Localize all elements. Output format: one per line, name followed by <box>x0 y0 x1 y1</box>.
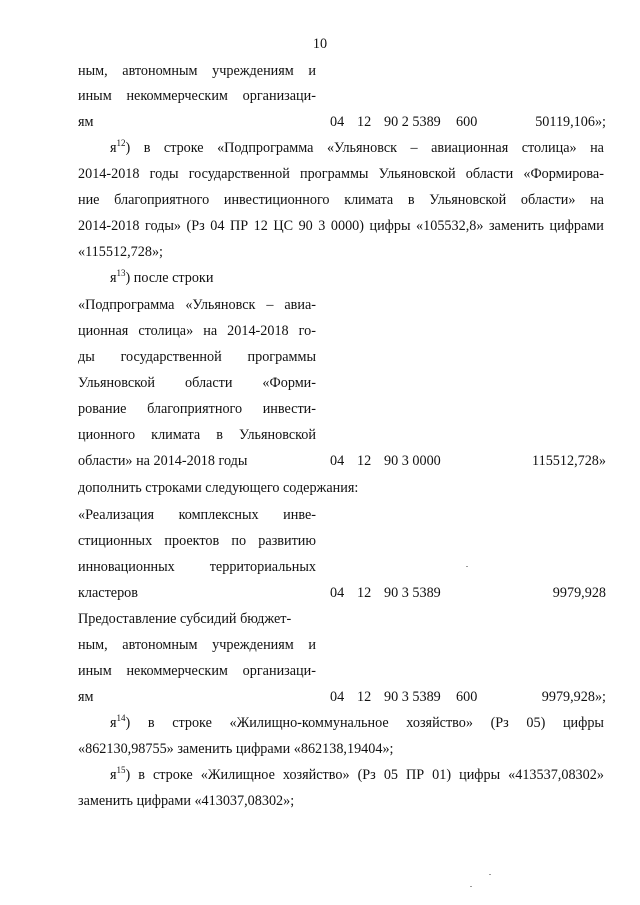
word: Ульяновской <box>78 375 155 391</box>
word: 05 <box>383 767 398 783</box>
amount: 9979,928 <box>552 585 606 601</box>
word: цифрами <box>549 218 604 234</box>
word: иным <box>78 663 112 679</box>
word: в <box>147 715 155 731</box>
subsection-code: 12 <box>357 585 372 601</box>
expense-type-code: 600 <box>456 114 478 130</box>
word: строке <box>163 140 204 156</box>
word: ЦС <box>273 218 294 234</box>
paragraph-line <box>78 138 604 156</box>
word: ционная <box>78 323 129 339</box>
word: территориальных <box>209 559 316 575</box>
word: авиационная <box>431 140 509 156</box>
word: рование <box>78 401 127 417</box>
word: «Жилищное <box>200 767 275 783</box>
word: в <box>138 767 145 783</box>
word: цифры <box>459 767 501 783</box>
row-description-line <box>78 89 316 103</box>
word: цифры <box>369 218 411 234</box>
word: на <box>590 140 604 156</box>
row-description-line <box>78 350 316 364</box>
paragraph-marker: $я^{14}$) <box>110 713 131 731</box>
word: в <box>216 427 223 443</box>
word: «105532,8» <box>416 218 484 234</box>
word: инвести- <box>262 401 316 417</box>
paragraph-line <box>78 765 604 783</box>
word: 2014-2018 <box>227 323 289 339</box>
word: столица» <box>138 323 194 339</box>
section-code: 04 <box>330 114 345 130</box>
word: инве- <box>283 507 316 523</box>
paragraph-line: дополнить строками следующего содержания: <box>78 480 359 496</box>
word: (Рз <box>186 218 205 234</box>
row-description-line <box>78 638 316 652</box>
word: «Форми- <box>262 375 316 391</box>
subsection-code: 12 <box>357 689 372 705</box>
target-item-code: 90 3 0000 <box>384 453 441 469</box>
word: «413537,08302» <box>508 767 604 783</box>
row-description-line <box>78 376 316 390</box>
row-description-line <box>78 298 316 312</box>
subsection-code: 12 <box>357 114 372 130</box>
word: на <box>203 323 218 339</box>
word: благоприятного <box>114 192 210 208</box>
word: Ульяновской <box>429 192 507 208</box>
word: – <box>410 140 418 156</box>
word: на <box>590 192 604 208</box>
amount: 115512,728» <box>532 453 606 469</box>
word: «Реализация <box>78 507 154 523</box>
word: 3 <box>318 218 326 234</box>
word: авиа- <box>284 297 316 313</box>
word: стиционных <box>78 533 153 549</box>
word: «Ульяновск <box>326 140 398 156</box>
word: в <box>407 192 415 208</box>
word: «Жилищно-коммунальное <box>229 715 389 731</box>
word: хозяйство» <box>282 767 350 783</box>
word: проектов <box>164 533 220 549</box>
word: строке <box>153 767 193 783</box>
row-description-line: Предоставление субсидий бюджет- <box>78 611 292 627</box>
word: (Рз <box>357 767 376 783</box>
paragraph-line <box>78 219 604 233</box>
paragraph-line: «862130,98755» заменить цифрами «862138,19404»; <box>78 741 394 757</box>
word: 90 <box>298 218 313 234</box>
word: Ульяновской <box>239 427 316 443</box>
word: некоммерческим <box>126 88 228 104</box>
word: ПР <box>229 218 249 234</box>
word: ПР <box>406 767 425 783</box>
word: годы <box>149 166 179 182</box>
word: – <box>266 297 274 313</box>
row-description-line <box>78 664 316 678</box>
paragraph-line <box>78 193 604 207</box>
word: государственной <box>188 166 290 182</box>
row-description-line <box>78 402 316 416</box>
word: 01) <box>432 767 452 783</box>
section-code: 04 <box>330 585 345 601</box>
word: учреждениям <box>212 637 294 653</box>
word: 2014-2018 <box>78 218 140 234</box>
word: в <box>143 140 151 156</box>
paragraph-line <box>78 713 604 731</box>
word: годы» <box>145 218 181 234</box>
row-description-line <box>78 64 316 78</box>
word: ние <box>78 192 100 208</box>
word: 0000) <box>330 218 364 234</box>
word: автономным <box>122 637 198 653</box>
word: ным, <box>78 637 108 653</box>
word: комплексных <box>178 507 259 523</box>
word: благоприятного <box>147 401 243 417</box>
word: го- <box>298 323 316 339</box>
word: ционного <box>78 427 136 443</box>
word: инвестиционного <box>223 192 330 208</box>
subsection-code: 12 <box>357 453 372 469</box>
word: 04 <box>210 218 225 234</box>
amount: 9979,928»; <box>541 689 606 705</box>
paragraph-line: заменить цифрами «413037,08302»; <box>78 793 295 809</box>
word: программы <box>299 166 369 182</box>
row-description-line: ям <box>78 689 94 705</box>
word: 2014-2018 <box>78 166 140 182</box>
word: области <box>184 375 233 391</box>
scan-speck <box>470 886 472 887</box>
word: Ульяновской <box>378 166 456 182</box>
word: климата <box>344 192 394 208</box>
row-description-line <box>78 508 316 522</box>
word: учреждениям <box>212 63 294 79</box>
word: строке <box>172 715 212 731</box>
row-description-line <box>78 534 316 548</box>
target-item-code: 90 3 5389 <box>384 585 441 601</box>
word: заменить <box>488 218 544 234</box>
paragraph-line <box>78 167 604 181</box>
word: автономным <box>122 63 198 79</box>
row-description-line <box>78 560 316 574</box>
word: области» <box>520 192 576 208</box>
word: области <box>465 166 514 182</box>
word: 12 <box>253 218 268 234</box>
word: иным <box>78 88 112 104</box>
row-description-line: области» на 2014-2018 годы <box>78 453 248 469</box>
scan-speck <box>489 874 491 875</box>
word: «Ульяновск <box>185 297 256 313</box>
word: «Подпрограмма <box>217 140 314 156</box>
word: инновационных <box>78 559 175 575</box>
word: развитию <box>258 533 316 549</box>
word: организаци- <box>242 663 316 679</box>
word: некоммерческим <box>126 663 228 679</box>
word: ды <box>78 349 95 365</box>
amount: 50119,106»; <box>535 114 606 130</box>
word: 05) <box>526 715 546 731</box>
word: и <box>308 637 316 653</box>
word: цифры <box>562 715 604 731</box>
row-description-line <box>78 428 316 442</box>
row-description-line <box>78 324 316 338</box>
page-number: 10 <box>312 36 328 52</box>
word: организаци- <box>242 88 316 104</box>
word: ным, <box>78 63 108 79</box>
word: климата <box>151 427 201 443</box>
scan-speck <box>466 566 468 567</box>
expense-type-code: 600 <box>456 689 478 705</box>
paragraph-line: «115512,728»; <box>78 244 163 260</box>
row-description-line: ям <box>78 114 94 130</box>
word: «Формирова- <box>523 166 604 182</box>
target-item-code: 90 2 5389 <box>384 114 441 130</box>
word: программы <box>247 349 316 365</box>
word: по <box>231 533 247 549</box>
row-description-line: кластеров <box>78 585 138 601</box>
paragraph-marker: $я^{13}$) после строки <box>110 268 214 286</box>
section-code: 04 <box>330 689 345 705</box>
paragraph-marker: $я^{12}$) <box>110 138 131 156</box>
word: «Подпрограмма <box>78 297 175 313</box>
section-code: 04 <box>330 453 345 469</box>
word: столица» <box>521 140 577 156</box>
word: хозяйство» <box>406 715 473 731</box>
word: государственной <box>120 349 222 365</box>
word: (Рз <box>490 715 509 731</box>
word: и <box>308 63 316 79</box>
paragraph-marker: $я^{15}$) <box>110 765 131 783</box>
target-item-code: 90 3 5389 <box>384 689 441 705</box>
